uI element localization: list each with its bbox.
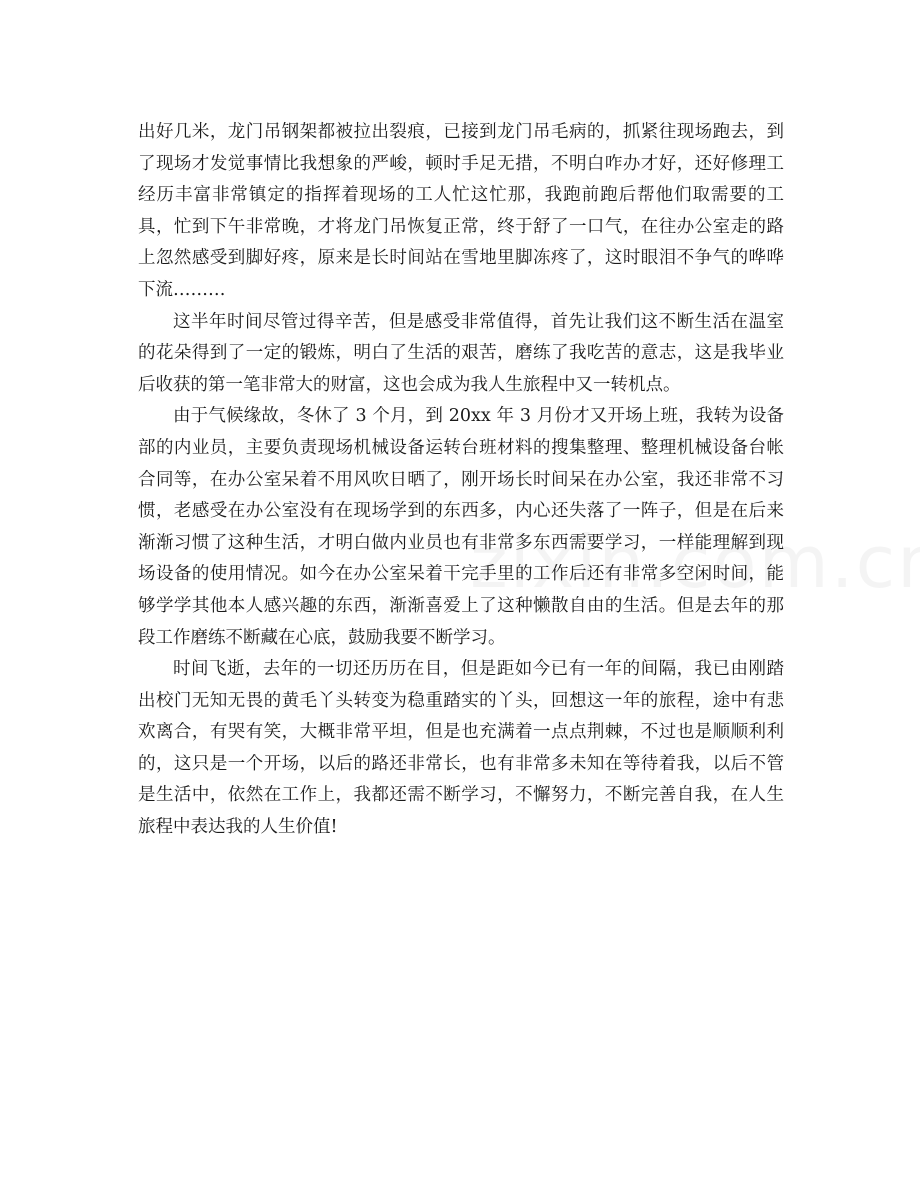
paragraph-1: 出好几米，龙门吊钢架都被拉出裂痕，已接到龙门吊毛病的，抓紧往现场跑去，到了现场才发觉事情比我想象的严峻，顿时手足无措，不明白咋办才好，还好修理工经历丰富非常镇定的指挥着现场的工人忙这忙那，我跑前跑后帮他们取需要的工具，忙到下午非常晚，才将龙门吊恢复正常，终于舒了一口气，在往办公室走的路上忽然感受到脚好疼，原来是长时间站在雪地里脚冻疼了，这时眼泪不争气的哗哗下流……… [138, 122, 784, 300]
paragraph-4: 时间飞逝，去年的一切还历历在目，但是距如今已有一年的间隔，我已由刚踏出校门无知无畏的黄毛丫头转变为稳重踏实的丫头，回想这一年的旅程，途中有悲欢离合，有哭有笑，大概非常平坦，但是也充满着一点点荆棘，不过也是顺顺利利的，这只是一个开场，以后的路还非常长，也有非常多未知在等待着我，以后不管是生活中，依然在工作上，我都还需不断学习，不懈努力，不断完善自我，在人生旅程中表达我的人生价值! [138, 659, 784, 838]
paragraph-2: 这半年时间尽管过得辛苦，但是感受非常值得，首先让我们这不断生活在温室的花朵得到了一定的锻炼，明白了生活的艰苦，磨练了我吃苦的意志，这是我毕业后收获的第一笔非常大的财富，这也会成为我人生旅程中又一转机点。 [138, 311, 784, 395]
document-body [138, 117, 784, 844]
paragraph-3: 由于气候缘故，冬休了 3 个月，到 20xx 年 3 月份才又开场上班，我转为设备部的内业员，主要负责现场机械设备运转台班材料的搜集整理、整理机械设备台帐合同等，在办公室呆着不用风吹日晒了，刚开场长时间呆在办公室，我还非常不习惯，老感受在办公室没有在现场学到的东西多，内心还失落了一阵子，但是在后来渐渐习惯了这种生活，才明白做内业员也有非常多东西需要学习，一样能理解到现场设备的使用情况。如今在办公室呆着干完手里的工作后还有非常多空闲时间，能够学学其他本人感兴趣的东西，渐渐喜爱上了这种懒散自由的生活。但是去年的那段工作磨练不断藏在心底，鼓励我要不断学习。 [138, 406, 784, 648]
